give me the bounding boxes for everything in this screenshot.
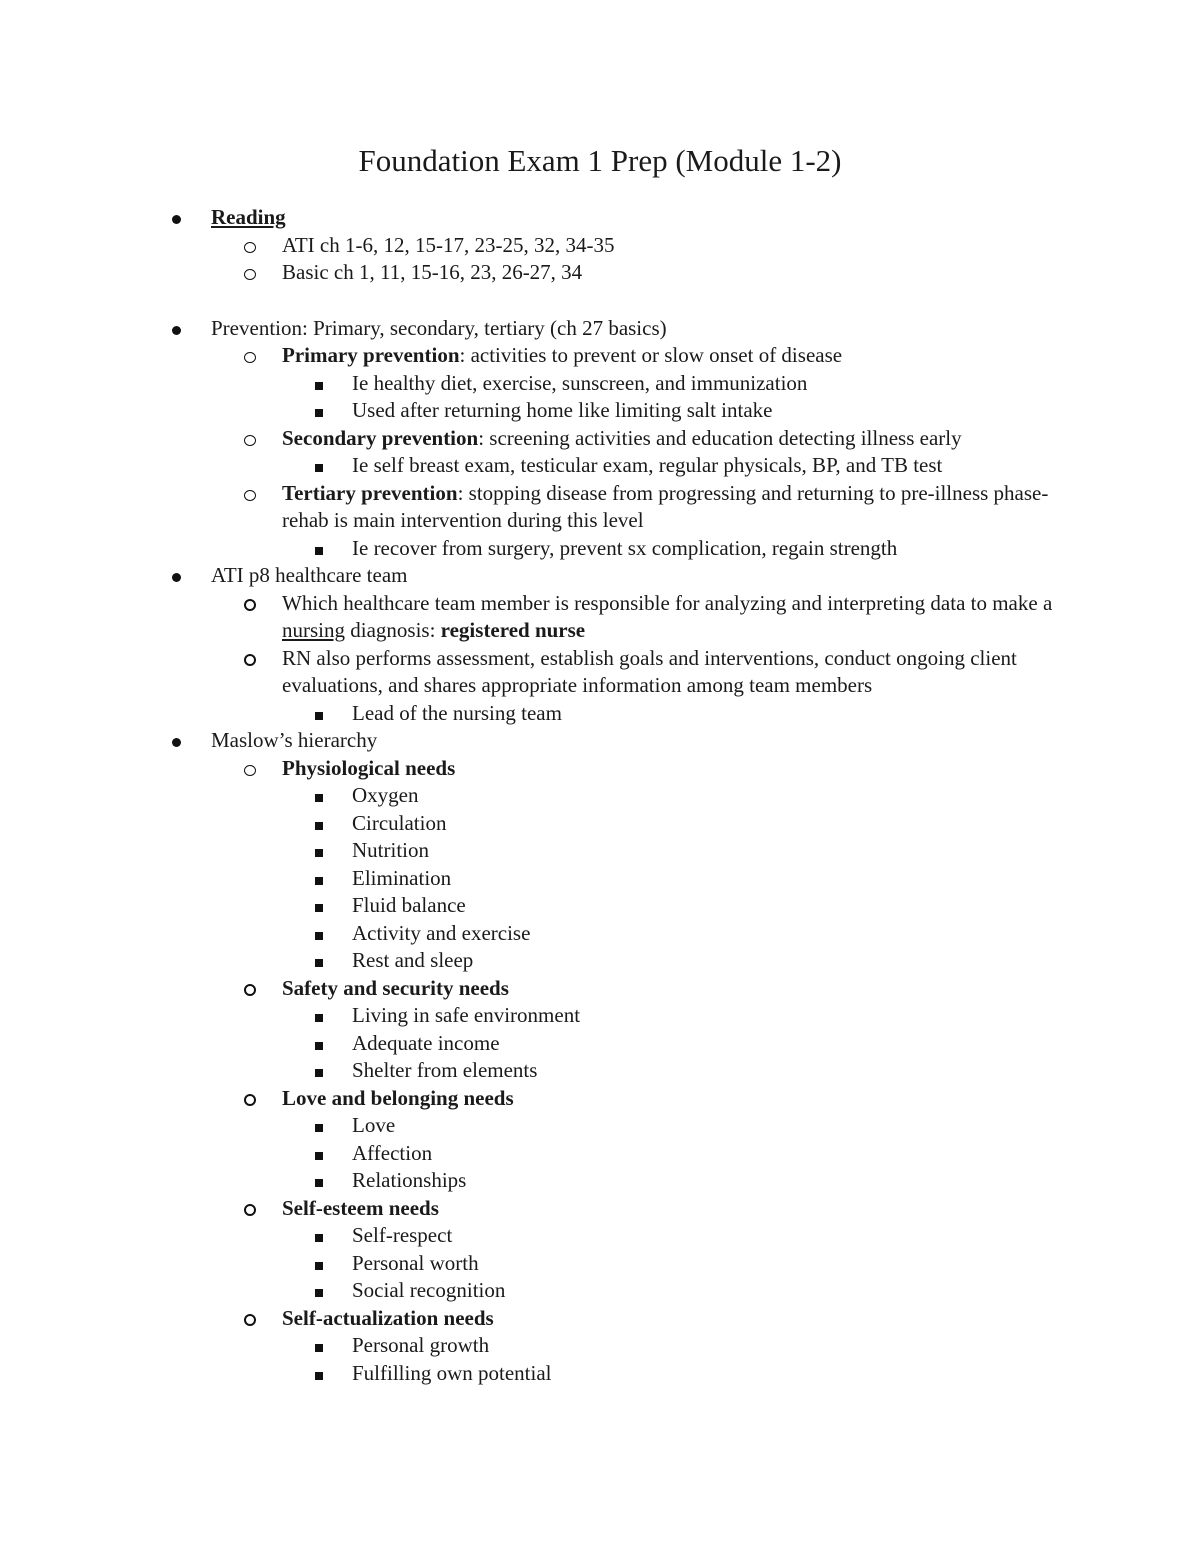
list-item [0, 1360, 1200, 1388]
list-item [0, 1002, 1200, 1030]
list-item [0, 1332, 1200, 1360]
physiological-item: Fluid balance [352, 893, 466, 917]
safety-item: Living in safe environment [352, 1003, 581, 1027]
list-item [0, 947, 1200, 975]
primary-prevention-item: Used after returning home like limiting salt intake [352, 398, 773, 422]
tertiary-prevention-text: : stopping disease from progressing and returning to pre-illness phase- rehab is main intervention during this level [282, 480, 1049, 532]
team-question-answer: registered nurse [440, 618, 586, 642]
list-item [0, 1167, 1200, 1195]
list-item [0, 232, 1200, 260]
bullet-square-icon [315, 370, 331, 398]
secondary-prevention-text: : screening activities and education detecting illness early [478, 425, 962, 450]
document-title: Foundation Exam 1 Prep (Module 1-2) [358, 143, 842, 178]
love-item: Love [352, 1113, 396, 1137]
list-item [0, 535, 1200, 563]
bullet-square-icon [315, 920, 331, 948]
bullet-dot-icon [172, 204, 188, 232]
actualization-item: Fulfilling own potential [352, 1360, 552, 1385]
list-item [0, 700, 1200, 728]
bullet-square-icon [315, 397, 331, 425]
bullet-square-icon [315, 1222, 331, 1250]
physiological-item: Oxygen [352, 783, 419, 807]
bullet-square-icon [315, 947, 331, 975]
bullet-ring-bold-icon [244, 975, 264, 1004]
primary-prevention-label: Primary prevention [282, 343, 460, 367]
bullet-square-icon [315, 892, 331, 920]
bullet-square-icon [315, 1167, 331, 1195]
bullet-ring-icon [244, 755, 264, 784]
physiological-item: Circulation [352, 810, 447, 835]
list-item [0, 452, 1200, 480]
list-item-secondary-prevention [0, 425, 1200, 453]
actualization-label: Self-actualization needs [282, 1305, 494, 1330]
list-item-physiological-needs [0, 755, 1200, 783]
maslow-heading: Maslow’s hierarchy [211, 728, 378, 752]
team-question-text: Which healthcare team member is responsible for analyzing and interpreting data to make a [282, 590, 1053, 615]
esteem-label: Self-esteem needs [282, 1195, 439, 1220]
reading-heading: Reading [211, 205, 286, 229]
bullet-square-icon [315, 782, 331, 810]
physiological-item: Rest and sleep [352, 948, 474, 972]
physiological-label: Physiological needs [282, 755, 456, 780]
list-item [0, 1057, 1200, 1085]
list-item-reading [0, 204, 1200, 232]
secondary-prevention-label: Secondary prevention [282, 425, 479, 450]
bullet-dot-icon [172, 562, 188, 590]
bullet-square-icon [315, 810, 331, 838]
safety-label: Safety and security needs [282, 975, 509, 1000]
list-item [0, 397, 1200, 425]
esteem-item: Personal worth [352, 1250, 479, 1275]
list-item [0, 1140, 1200, 1168]
list-item-healthcare-team [0, 562, 1200, 590]
secondary-prevention-item: Ie self breast exam, testicular exam, regular physicals, BP, and TB test [352, 453, 943, 477]
bullet-square-icon [315, 1332, 331, 1360]
tertiary-prevention-label: Tertiary prevention [282, 480, 458, 505]
bullet-square-icon [315, 1250, 331, 1278]
list-item-actualization-needs [0, 1305, 1200, 1333]
list-item-prevention [0, 315, 1200, 343]
bullet-square-icon [315, 1140, 331, 1168]
bullet-dot-icon [172, 727, 188, 755]
bullet-ring-icon [244, 259, 264, 288]
list-item [0, 810, 1200, 838]
prevention-heading: Prevention: Primary, secondary, tertiary (ch 27 basics) [211, 315, 667, 340]
list-item [0, 1222, 1200, 1250]
love-item: Affection [352, 1140, 433, 1165]
list-item [0, 1277, 1200, 1305]
team-heading: ATI p8 healthcare team [211, 563, 408, 587]
love-label: Love and belonging needs [282, 1085, 514, 1110]
list-item [0, 920, 1200, 948]
bullet-square-icon [315, 865, 331, 893]
physiological-item: Activity and exercise [352, 920, 531, 945]
tertiary-prevention-item: Ie recover from surgery, prevent sx complication, regain strength [352, 535, 898, 560]
esteem-item: Self-respect [352, 1223, 453, 1247]
bullet-square-icon [315, 1030, 331, 1058]
bullet-ring-icon [244, 342, 264, 371]
list-item [0, 865, 1200, 893]
bullet-square-icon [315, 1360, 331, 1388]
list-item-rn-duties [0, 645, 1200, 700]
list-item-love-needs [0, 1085, 1200, 1113]
list-item [0, 1250, 1200, 1278]
list-item [0, 892, 1200, 920]
team-question-text-end: diagnosis: [345, 618, 441, 642]
primary-prevention-text: : activities to prevent or slow onset of disease [459, 343, 843, 367]
bullet-square-icon [315, 1057, 331, 1085]
safety-item: Shelter from elements [352, 1058, 538, 1082]
list-item [0, 782, 1200, 810]
physiological-item: Elimination [352, 865, 452, 890]
list-item-team-question [0, 590, 1200, 645]
bullet-square-icon [315, 700, 331, 728]
list-item-primary-prevention [0, 342, 1200, 370]
bullet-square-icon [315, 1112, 331, 1140]
actualization-item: Personal growth [352, 1333, 490, 1357]
bullet-ring-icon [244, 232, 264, 261]
love-item: Relationships [352, 1168, 467, 1192]
list-item [0, 370, 1200, 398]
primary-prevention-item: Ie healthy diet, exercise, sunscreen, and immunization [352, 370, 808, 395]
list-item-safety-needs [0, 975, 1200, 1003]
physiological-item: Nutrition [352, 838, 429, 862]
safety-item: Adequate income [352, 1030, 500, 1055]
list-item-esteem-needs [0, 1195, 1200, 1223]
bullet-ring-bold-icon [244, 1195, 264, 1224]
list-item-tertiary-prevention [0, 480, 1200, 535]
bullet-dot-icon [172, 315, 188, 343]
list-item-maslow [0, 727, 1200, 755]
list-item [0, 1030, 1200, 1058]
rn-duties-text: RN also performs assessment, establish goals and interventions, conduct ongoing client evaluations, and shares appropriate information among team members [282, 645, 1017, 697]
reading-item: ATI ch 1-6, 12, 15-17, 23-25, 32, 34-35 [282, 232, 615, 257]
bullet-square-icon [315, 1277, 331, 1305]
blank-line [0, 287, 1200, 315]
esteem-item: Social recognition [352, 1278, 506, 1302]
bullet-ring-bold-icon [244, 1085, 264, 1114]
team-question-underlined: nursing [282, 618, 345, 642]
rn-item: Lead of the nursing team [352, 700, 562, 725]
bullet-square-icon [315, 452, 331, 480]
bullet-square-icon [315, 535, 331, 563]
list-item [0, 837, 1200, 865]
bullet-ring-bold-icon [244, 645, 264, 674]
reading-item: Basic ch 1, 11, 15-16, 23, 26-27, 34 [282, 260, 583, 284]
bullet-square-icon [315, 837, 331, 865]
list-item [0, 259, 1200, 287]
bullet-ring-icon [244, 480, 264, 509]
bullet-ring-icon [244, 425, 264, 454]
outline-list [0, 204, 1200, 1387]
list-item [0, 1112, 1200, 1140]
bullet-square-icon [315, 1002, 331, 1030]
bullet-ring-bold-icon [244, 590, 264, 619]
bullet-ring-bold-icon [244, 1305, 264, 1334]
